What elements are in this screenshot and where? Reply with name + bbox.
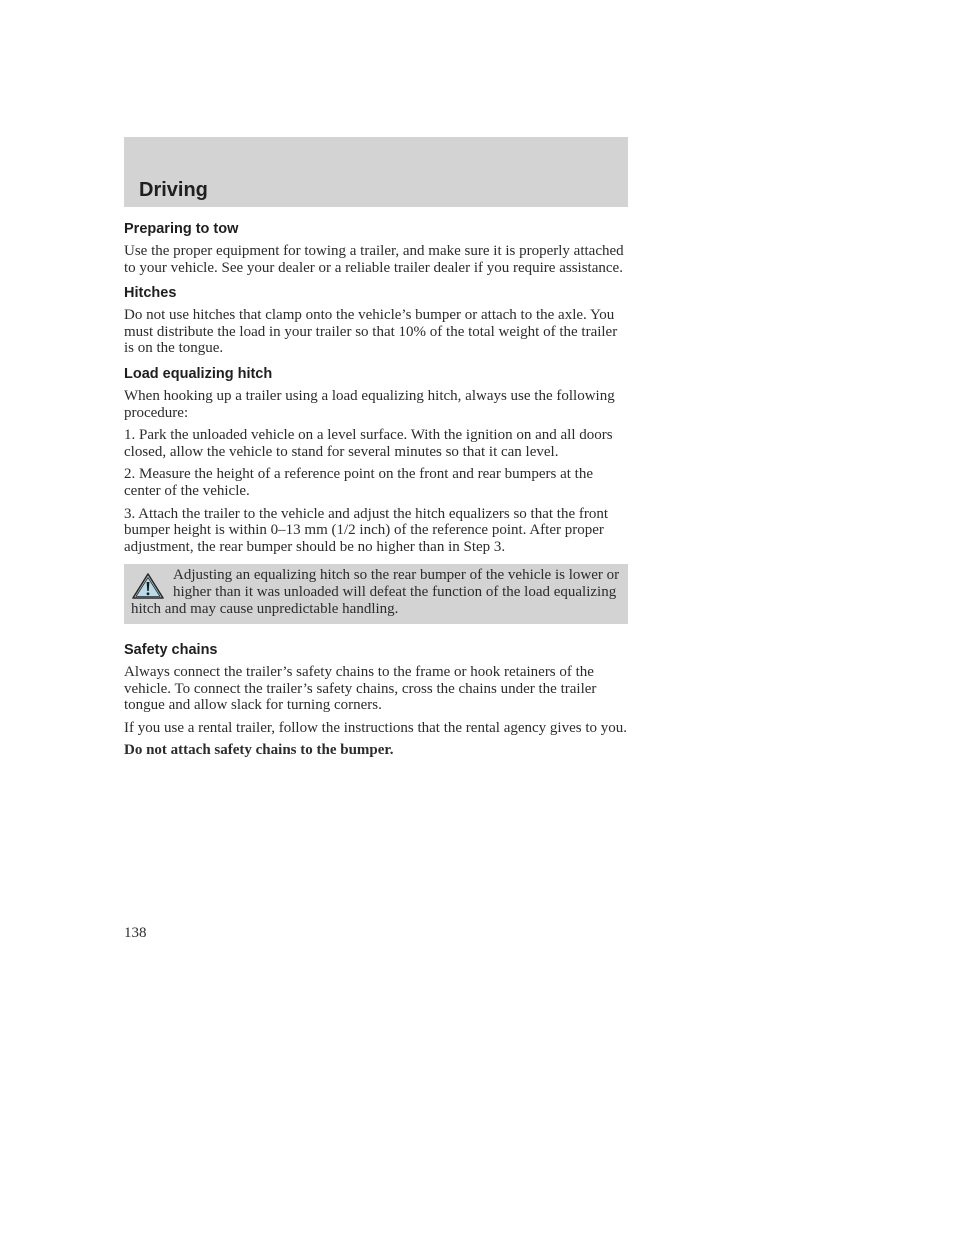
paragraph-load-equalizing-intro: When hooking up a trailer using a load equalizing hitch, always use the following procedure: <box>124 387 615 421</box>
heading-hitches: Hitches <box>124 285 177 302</box>
heading-load-equalizing-hitch: Load equalizing hitch <box>124 365 273 382</box>
paragraph-hitches: Do not use hitches that clamp onto the vehicle’s bumper or attach to the axle. You must distribute the load in your trailer so that 10% of the total weight of the trailer is on the tongue. <box>124 307 618 357</box>
page-number: 138 <box>124 925 147 941</box>
warning-box <box>124 564 628 624</box>
step-2: 2. Measure the height of a reference point on the front and rear bumpers at the center of the vehicle. <box>124 466 593 499</box>
section-header-band <box>124 137 628 207</box>
step-1: 1. Park the unloaded vehicle on a level surface. With the ignition on and all doors closed, allow the vehicle to stand for several minutes so that it can level. <box>124 427 613 460</box>
step-3: 3. Attach the trailer to the vehicle and adjust the hitch equalizers so that the front bumper height is within 0–13 mm (1/2 inch) of the reference point. After proper adjustment, the rear bumper should be no higher than in Step 3. <box>124 505 609 555</box>
warning-triangle-icon <box>131 572 165 600</box>
heading-preparing-to-tow: Preparing to tow <box>124 221 239 237</box>
warning-text: Adjusting an equalizing hitch so the rear bumper of the vehicle is lower or higher than it was unloaded will defeat the function of the load equalizing hitch and may cause unpredictable handling. <box>131 567 620 617</box>
section-title: Driving <box>139 179 208 201</box>
heading-safety-chains: Safety chains <box>124 642 218 659</box>
paragraph-safety-chains-1: Always connect the trailer’s safety chains to the frame or hook retainers of the vehicle. To connect the trailer’s safety chains, cross the chains under the trailer tongue and allow slack for turning corners. <box>124 664 597 714</box>
safety-chains-note: Do not attach safety chains to the bumper. <box>124 742 394 759</box>
paragraph-preparing-to-tow: Use the proper equipment for towing a trailer, and make sure it is properly attached to your vehicle. See your dealer or a reliable trailer dealer if you require assistance. <box>124 243 624 276</box>
paragraph-safety-chains-2: If you use a rental trailer, follow the instructions that the rental agency gives to you. <box>124 719 627 736</box>
page-content <box>124 220 628 759</box>
